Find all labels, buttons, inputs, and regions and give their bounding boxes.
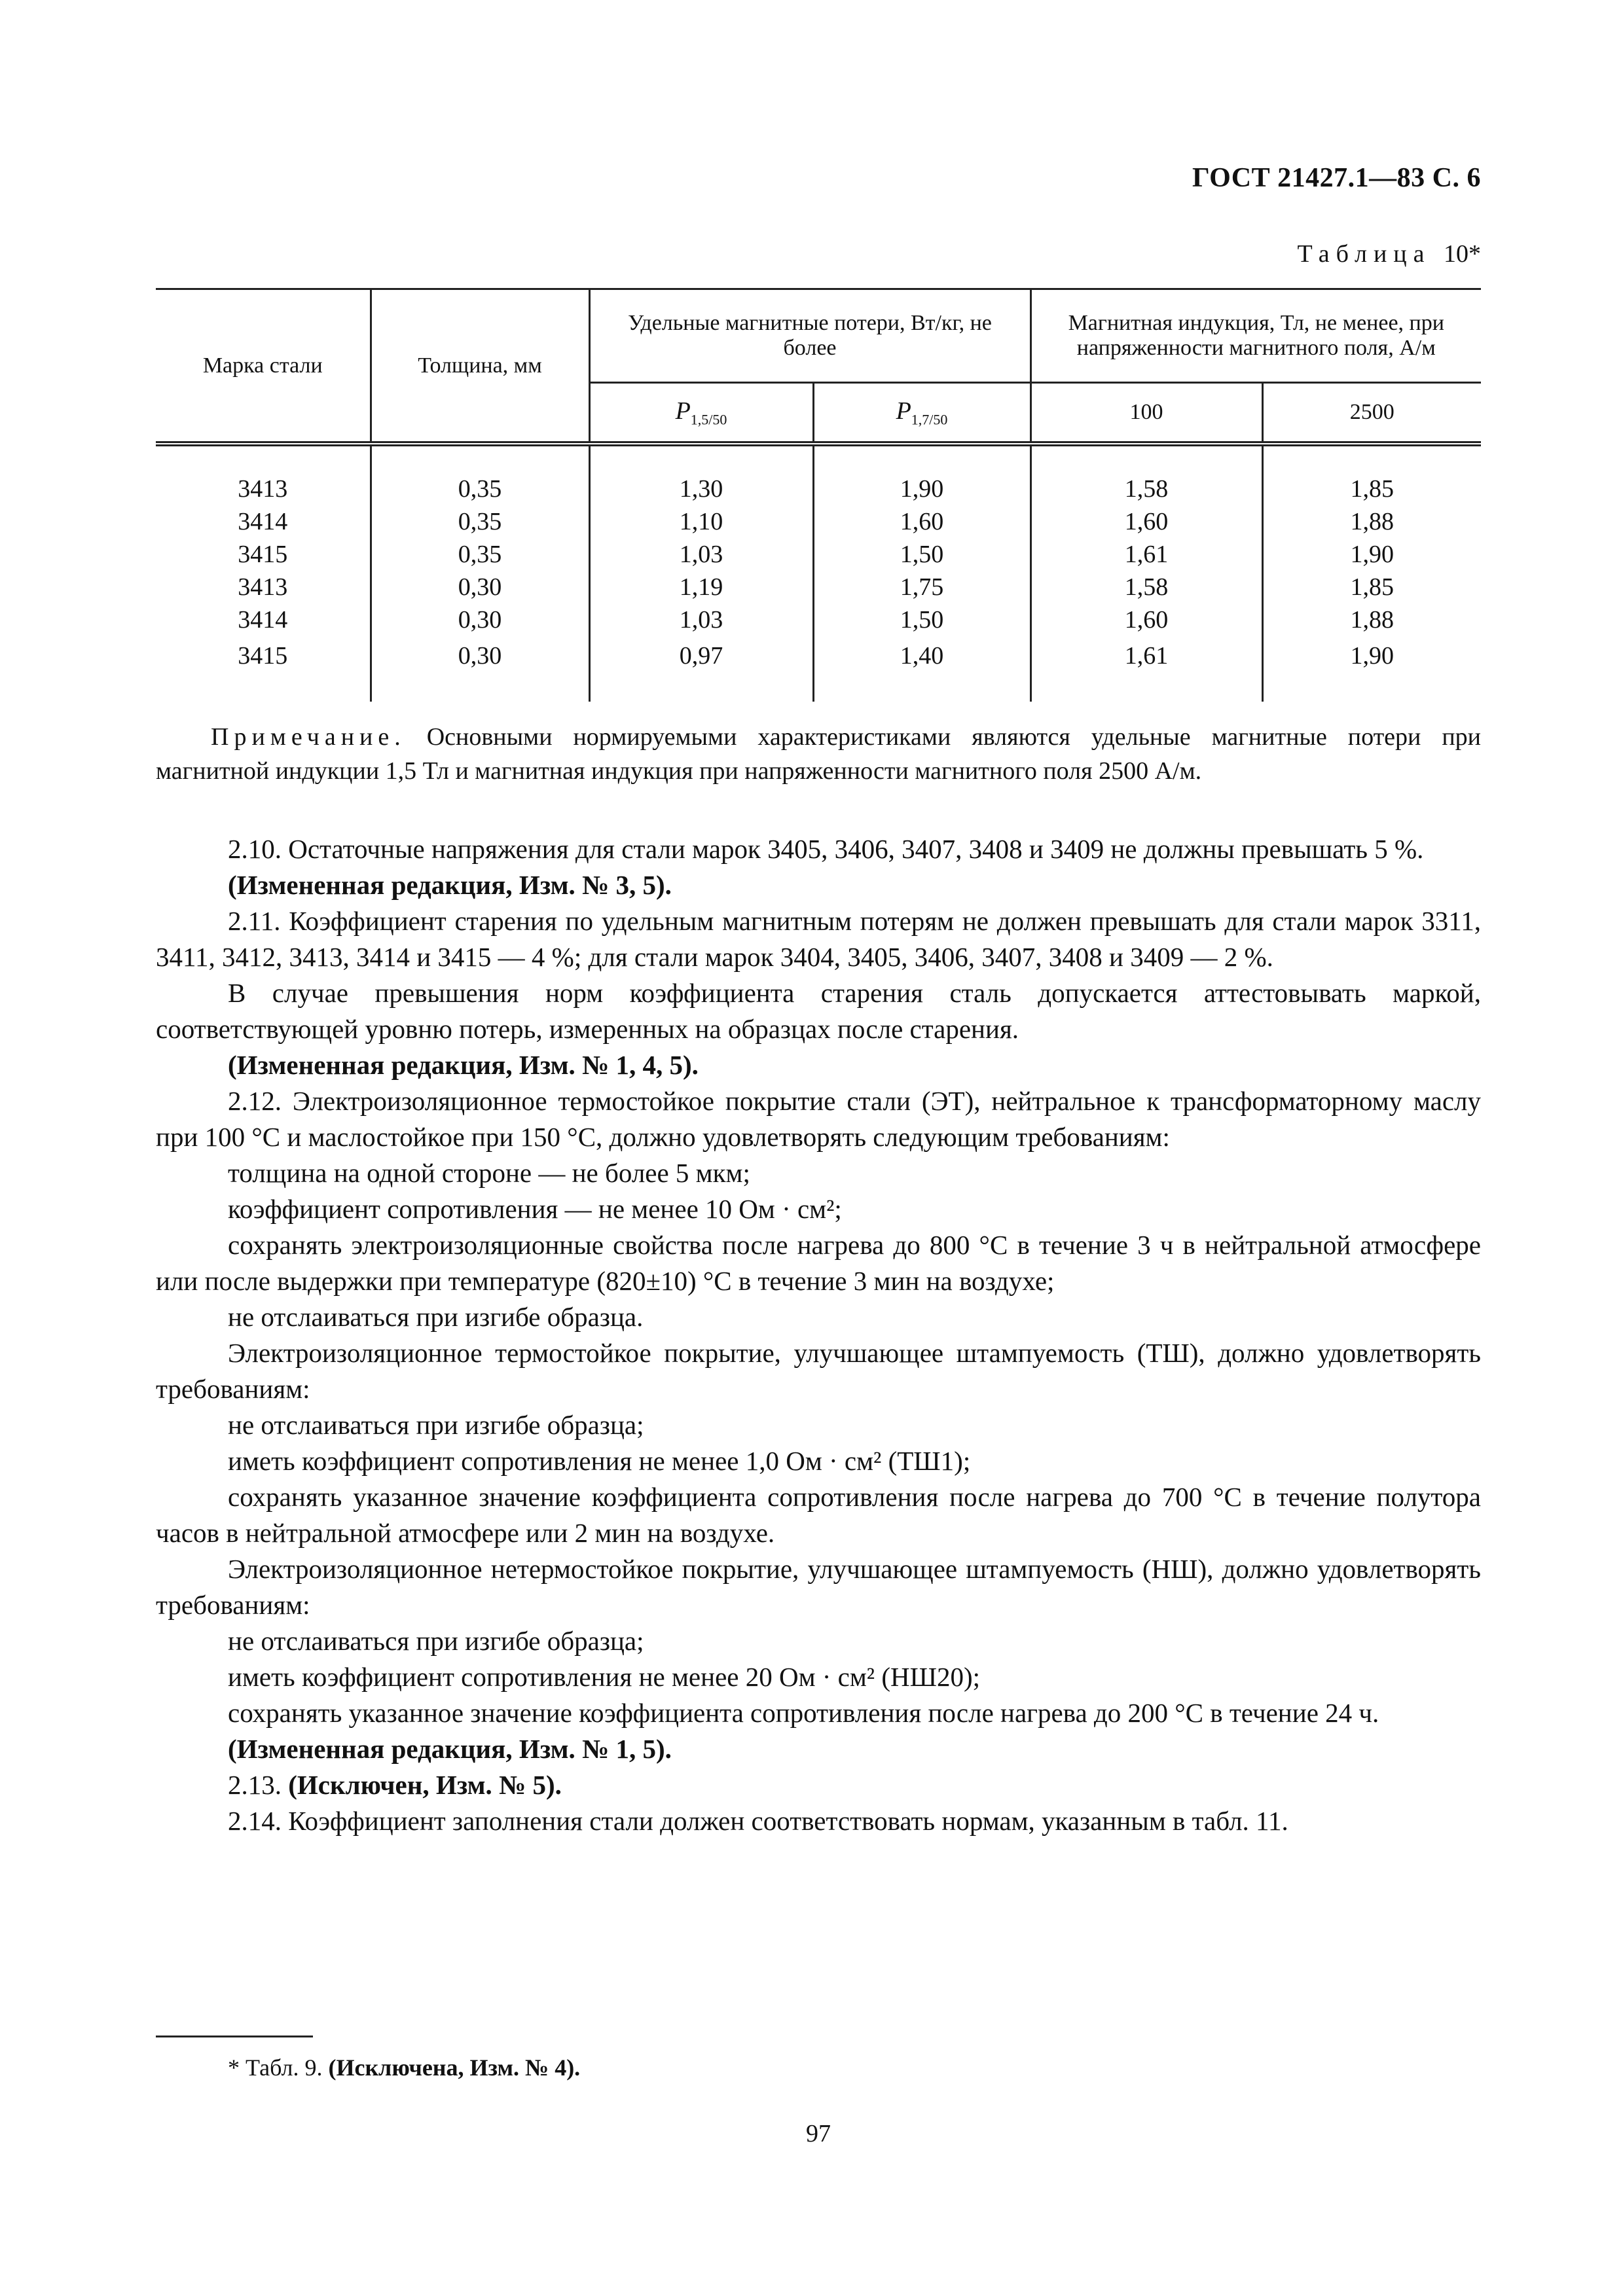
table-row: 3415 0,30 0,97 1,40 1,61 1,90: [156, 636, 1481, 702]
header-grade: Марка стали: [156, 289, 371, 444]
paragraph-2-10: 2.10. Остаточные напряжения для стали марок 3405, 3406, 3407, 3408 и 3409 не должны превышать 5 %.: [228, 834, 1424, 864]
footnote: * Табл. 9. (Исключена, Изм. № 4).: [228, 2054, 581, 2081]
table-note: [156, 720, 1481, 788]
header-losses: Удельные магнитные потери, Вт/кг, не более: [589, 289, 1030, 383]
coating-nsh-paragraph: Электроизоляционное нетермостойкое покрытие, улучшающее штампуемость (НШ), должно удовлетворять требованиям:: [156, 1554, 1481, 1620]
note-text: Основными нормируемыми характеристиками являются удельные магнитные потери при магнитной индукции 1,5 Тл и магнитная индукция при напряженности магнитного поля 2500 А/м.: [156, 723, 1481, 785]
paragraph-2-11: 2.11. Коэффициент старения по удельным магнитным потерям не должен превышать для стали марок 3311, 3411, 3412, 3413, 3414 и 3415 — 4 %; для стали марок 3404, 3405, 3406, 3407, 3408 и 3409 — 2 %.: [156, 906, 1481, 972]
requirement-item: иметь коэффициент сопротивления не менее 1,0 Ом · см² (ТШ1);: [228, 1446, 971, 1476]
body-text: [156, 831, 1481, 1839]
table-caption-number: 10*: [1444, 240, 1481, 268]
table-caption: [1297, 240, 1481, 268]
table-caption-word: Таблица: [1297, 240, 1431, 268]
table-row: 3414 0,35 1,10 1,60 1,60 1,88: [156, 505, 1481, 538]
note-label: Примечание.: [211, 723, 406, 751]
table-row: 3413 0,35 1,30 1,90 1,58 1,85: [156, 444, 1481, 505]
paragraph-2-14: 2.14. Коэффициент заполнения стали должен соответствовать нормам, указанным в табл. 11.: [228, 1806, 1288, 1836]
page-number: 97: [806, 2120, 831, 2147]
paragraph-2-11-continued: В случае превышения норм коэффициента старения сталь допускается аттестовывать маркой, соответствующей уровню потерь, измеренных на образцах после старения.: [156, 978, 1481, 1044]
header-h2500: 2500: [1262, 383, 1481, 444]
footnote-divider: [156, 2036, 313, 2037]
paragraph-2-12: 2.12. Электроизоляционное термостойкое покрытие стали (ЭТ), нейтральное к трансформаторному маслу при 100 °С и маслостойкое при 150 °С, должно удовлетворять следующим требованиям:: [156, 1086, 1481, 1152]
table-10: [156, 288, 1481, 702]
amendment-note: (Измененная редакция, Изм. № 1, 5).: [228, 1734, 672, 1764]
requirement-item: не отслаиваться при изгибе образца.: [228, 1302, 644, 1332]
header-induction: Магнитная индукция, Тл, не менее, при напряженности магнитного поля, А/м: [1030, 289, 1481, 383]
requirement-item: толщина на одной стороне — не более 5 мкм;: [228, 1158, 750, 1188]
table-row: 3414 0,30 1,03 1,50 1,60 1,88: [156, 603, 1481, 636]
requirement-item: иметь коэффициент сопротивления не менее 20 Ом · см² (НШ20);: [228, 1662, 981, 1692]
table-row: 3413 0,30 1,19 1,75 1,58 1,85: [156, 571, 1481, 603]
header-p15: $P_{1,5/50}$: [589, 383, 813, 444]
coating-tsh-paragraph: Электроизоляционное термостойкое покрытие, улучшающее штампуемость (ТШ), должно удовлетворять требованиям:: [156, 1338, 1481, 1404]
requirement-item: сохранять указанное значение коэффициента сопротивления после нагрева до 200 °С в течение 24 ч.: [228, 1698, 1379, 1728]
requirement-item: не отслаиваться при изгибе образца;: [228, 1626, 644, 1656]
requirement-item: сохранять указанное значение коэффициента сопротивления после нагрева до 700 °С в течение полутора часов в нейтральной атмосфере или 2 мин на воздухе.: [156, 1482, 1481, 1548]
amendment-note: (Измененная редакция, Изм. № 3, 5).: [228, 870, 672, 900]
amendment-note: (Измененная редакция, Изм. № 1, 4, 5).: [228, 1050, 699, 1080]
document-header: ГОСТ 21427.1—83 С. 6: [1192, 163, 1481, 193]
header-thickness: Толщина, мм: [371, 289, 589, 444]
header-p17: $P_{1,7/50}$: [813, 383, 1030, 444]
requirement-item: коэффициент сопротивления — не менее 10 Ом · см²;: [228, 1194, 842, 1224]
requirement-item: сохранять электроизоляционные свойства после нагрева до 800 °С в течение 3 ч в нейтральной атмосфере или после выдержки при температуре (820±10) °С в течение 3 мин на воздухе;: [156, 1230, 1481, 1296]
table-row: 3415 0,35 1,03 1,50 1,61 1,90: [156, 538, 1481, 571]
requirement-item: не отслаиваться при изгибе образца;: [228, 1410, 644, 1440]
header-h100: 100: [1030, 383, 1262, 444]
paragraph-2-13: 2.13. (Исключен, Изм. № 5).: [228, 1770, 562, 1800]
